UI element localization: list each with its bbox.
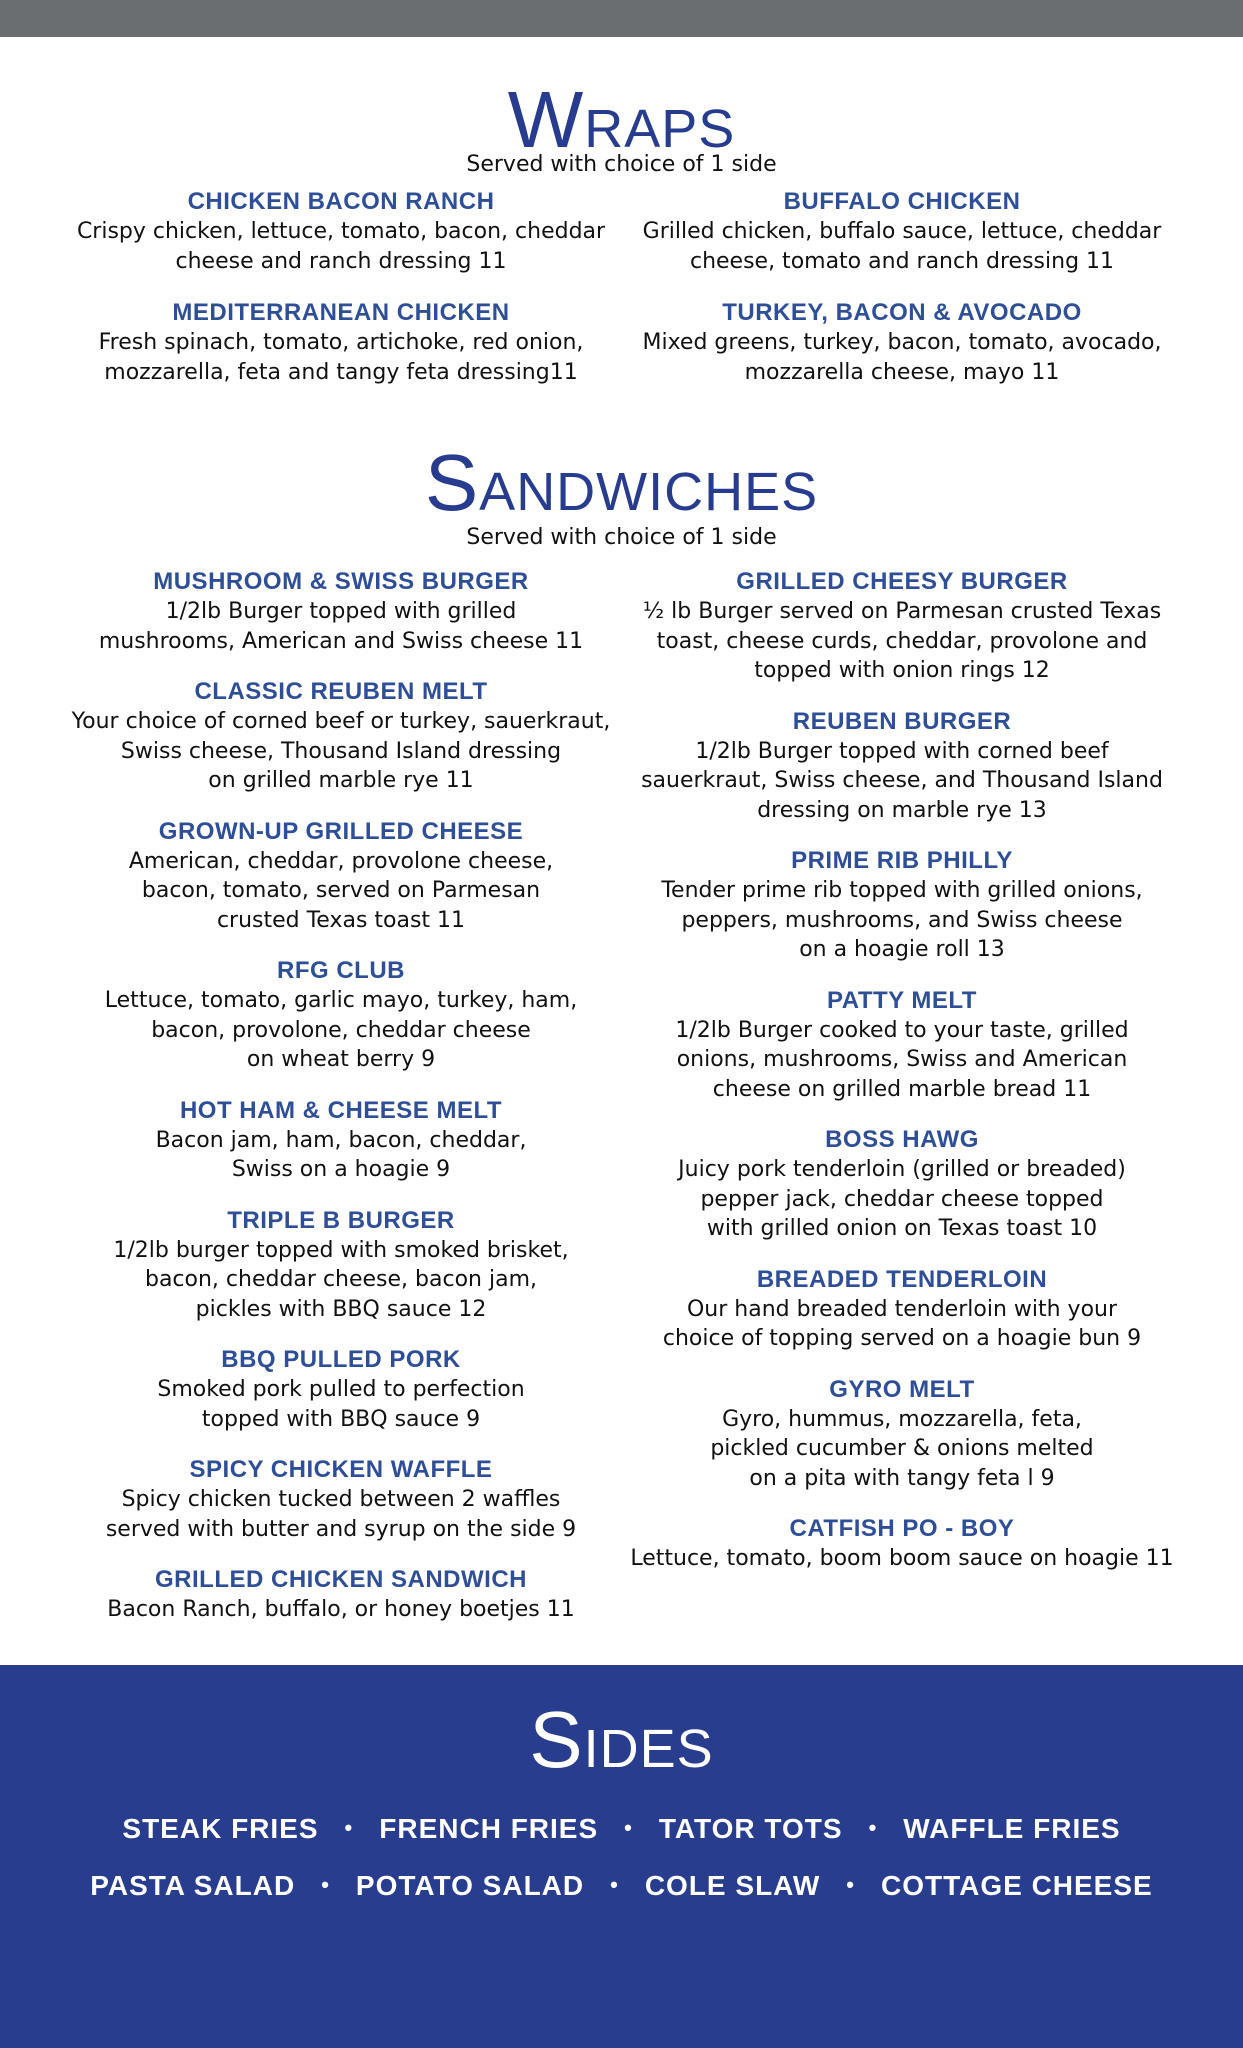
item-description: Bacon Ranch, buffalo, or honey boetjes 11: [107, 1597, 575, 1622]
item-name: HOT HAM & CHEESE MELT: [179, 1096, 503, 1124]
item-description: 1/2lb Burger cooked to your taste, grilled onions, mushrooms, Swiss and American cheese on grilled marble bread 11: [675, 1017, 1129, 1102]
sides-row-2: [0, 1870, 1243, 1902]
wraps-left-column: [60, 187, 622, 387]
menu-item: [60, 1096, 622, 1185]
menu-item: [622, 707, 1182, 826]
item-name: SPICY CHICKEN WAFFLE: [189, 1456, 493, 1483]
item-name: TURKEY, BACON & AVOCADO: [722, 299, 1082, 326]
menu-item: [622, 1125, 1182, 1244]
item-description: 1/2lb burger topped with smoked brisket, bacon, cheddar cheese, bacon jam, pickles with BBQ sauce 12: [113, 1237, 569, 1322]
item-name: TRIPLE B BURGER: [227, 1206, 455, 1234]
menu-item: [622, 187, 1182, 276]
side-item: STEAK FRIES: [122, 1813, 319, 1844]
top-bar: [0, 0, 1243, 37]
item-description: Gyro, hummus, mozzarella, feta, pickled cucumber & onions melted on a pita with tangy feta l 9: [710, 1406, 1094, 1491]
side-item: COLE SLAW: [644, 1870, 821, 1901]
item-description: 1/2lb Burger topped with corned beef sauerkraut, Swiss cheese, and Thousand Island dressing on marble rye 13: [641, 738, 1163, 823]
side-item: FRENCH FRIES: [379, 1813, 599, 1844]
item-name: BUFFALO CHICKEN: [783, 188, 1021, 215]
sandwiches-title-initial: S: [424, 438, 480, 527]
sandwiches-title-rest: ANDWICHES: [479, 462, 819, 522]
bullet-separator: •: [610, 1872, 619, 1897]
item-description: Smoked pork pulled to perfection topped with BBQ sauce 9: [157, 1377, 525, 1432]
item-name: GYRO MELT: [829, 1375, 975, 1403]
item-description: Your choice of corned beef or turkey, sauerkraut, Swiss cheese, Thousand Island dressing on grilled marble rye 11: [71, 709, 611, 793]
side-item: TATOR TOTS: [658, 1813, 843, 1844]
item-name: CLASSIC REUBEN MELT: [194, 678, 488, 705]
sandwiches-title: [0, 438, 1243, 527]
bullet-separator: •: [868, 1815, 878, 1840]
sides-title: [0, 1695, 1243, 1784]
menu-item: [622, 298, 1182, 387]
side-item: WAFFLE FRIES: [903, 1813, 1121, 1844]
menu-item: [622, 567, 1182, 686]
menu-item: [60, 1206, 622, 1325]
sides-title-rest: IDES: [583, 1719, 714, 1779]
item-name: PRIME RIB PHILLY: [791, 847, 1013, 874]
item-name: BOSS HAWG: [825, 1126, 979, 1153]
wraps-title: [0, 75, 1243, 164]
item-description: Grilled chicken, buffalo sauce, lettuce, cheddar cheese, tomato and ranch dressing 11: [642, 219, 1162, 274]
item-name: BBQ PULLED PORK: [221, 1346, 461, 1373]
item-name: GRILLED CHICKEN SANDWICH: [155, 1566, 527, 1593]
wraps-right-column: [622, 187, 1182, 387]
menu-item: [622, 1265, 1182, 1354]
item-name: RFG CLUB: [277, 957, 405, 984]
item-description: American, cheddar, provolone cheese, bacon, tomato, served on Parmesan crusted Texas toast 11: [128, 848, 554, 933]
menu-item: [60, 187, 622, 276]
bullet-separator: •: [321, 1872, 330, 1897]
menu-item: [622, 986, 1182, 1105]
item-name: PATTY MELT: [827, 986, 977, 1014]
menu-item: [60, 1565, 622, 1625]
item-description: ½ lb Burger served on Parmesan crusted Texas toast, cheese curds, cheddar, provolone and topped with onion rings 12: [642, 599, 1162, 683]
item-description: Mixed greens, turkey, bacon, tomato, avocado, mozzarella cheese, mayo 11: [642, 330, 1162, 385]
menu-item: [60, 677, 622, 796]
menu-item: [60, 1455, 622, 1544]
item-description: Crispy chicken, lettuce, tomato, bacon, cheddar cheese and ranch dressing 11: [76, 219, 606, 274]
item-description: Lettuce, tomato, boom boom sauce on hoagie 11: [630, 1546, 1174, 1571]
bullet-separator: •: [344, 1815, 354, 1840]
item-description: Our hand breaded tenderloin with your choice of topping served on a hoagie bun 9: [662, 1296, 1142, 1351]
menu-item: [60, 956, 622, 1075]
menu-item: [622, 1514, 1182, 1574]
item-name: MEDITERRANEAN CHICKEN: [172, 299, 510, 326]
item-description: Spicy chicken tucked between 2 waffles served with butter and syrup on the side 9: [105, 1487, 577, 1542]
menu-item: [622, 1375, 1182, 1494]
sandwiches-right-column: [622, 567, 1182, 1574]
item-description: Tender prime rib topped with grilled onions, peppers, mushrooms, and Swiss cheese on a hoagie roll 13: [661, 878, 1143, 962]
menu-item: [60, 567, 622, 656]
wraps-title-rest: RAPS: [584, 99, 736, 159]
bullet-separator: •: [846, 1872, 855, 1897]
item-name: MUSHROOM & SWISS BURGER: [153, 568, 529, 595]
side-item: COTTAGE CHEESE: [880, 1870, 1153, 1901]
item-name: CHICKEN BACON RANCH: [187, 188, 495, 215]
item-description: Juicy pork tenderloin (grilled or breaded) pepper jack, cheddar cheese topped with grilled onion on Texas toast 10: [678, 1157, 1126, 1241]
sandwiches-left-column: [60, 567, 622, 1625]
menu-item: [622, 846, 1182, 965]
sides-row-1: [0, 1813, 1243, 1845]
item-name: GRILLED CHEESY BURGER: [736, 568, 1068, 595]
menu-item: [60, 298, 622, 387]
side-item: POTATO SALAD: [355, 1870, 585, 1901]
menu-item: [60, 817, 622, 936]
item-description: Lettuce, tomato, garlic mayo, turkey, ham, bacon, provolone, cheddar cheese on wheat berry 9: [104, 988, 578, 1072]
sandwiches-subtitle: Served with choice of 1 side: [466, 525, 777, 550]
wraps-subtitle: Served with choice of 1 side: [466, 152, 777, 177]
item-description: Bacon jam, ham, bacon, cheddar, Swiss on a hoagie 9: [155, 1127, 527, 1182]
item-name: REUBEN BURGER: [792, 707, 1012, 735]
item-name: GROWN-UP GRILLED CHEESE: [158, 817, 524, 845]
item-description: 1/2lb Burger topped with grilled mushrooms, American and Swiss cheese 11: [98, 599, 584, 654]
bullet-separator: •: [624, 1815, 633, 1840]
menu-item: [60, 1345, 622, 1434]
side-item: PASTA SALAD: [90, 1870, 296, 1901]
sides-title-initial: S: [529, 1695, 584, 1784]
item-name: CATFISH PO - BOY: [789, 1515, 1015, 1542]
item-name: BREADED TENDERLOIN: [756, 1265, 1048, 1293]
wraps-title-initial: W: [507, 75, 585, 164]
item-description: Fresh spinach, tomato, artichoke, red onion, mozzarella, feta and tangy feta dressing11: [98, 330, 584, 385]
